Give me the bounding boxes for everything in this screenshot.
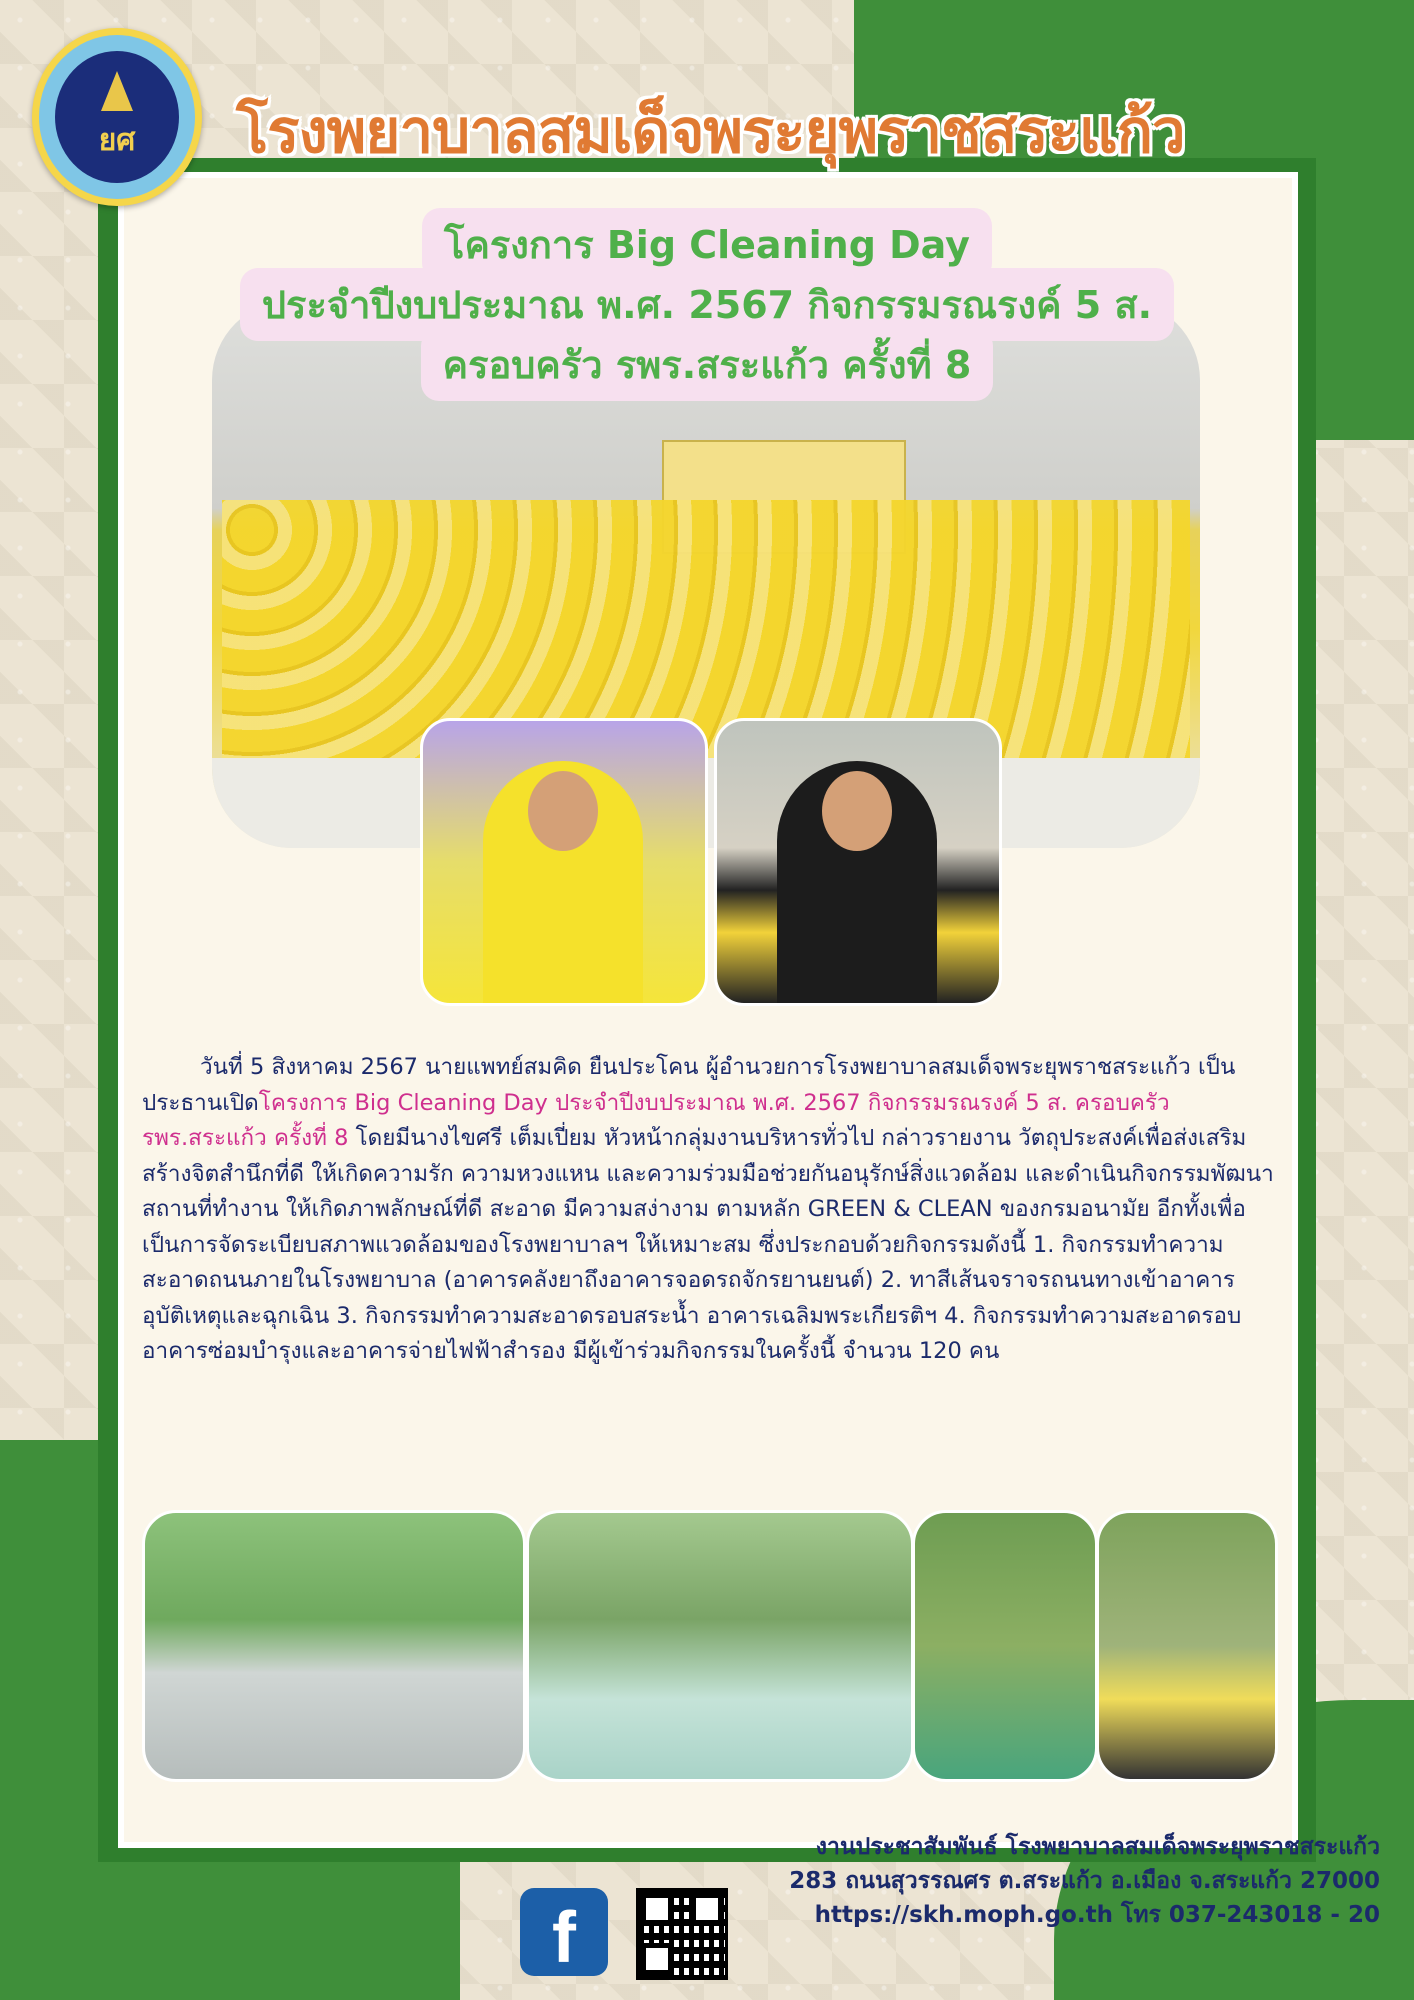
photo-sweeping: [526, 1510, 914, 1782]
qr-code-icon[interactable]: [636, 1888, 728, 1980]
photo-garbage-collection: [1096, 1510, 1278, 1782]
headline-line-1: โครงการ Big Cleaning Day: [0, 208, 1414, 281]
footer-department: งานประชาสัมพันธ์ โรงพยาบาลสมเด็จพระยุพราชสระแก้ว: [815, 1834, 1380, 1860]
photo-director-speech: [420, 718, 708, 1006]
photo-road-cleaning: [142, 1510, 526, 1782]
crown-icon: [101, 71, 133, 111]
body-intro: วันที่ 5 สิงหาคม 2567 นายแพทย์สมคิด ยืนประโคน ผู้อำนวยการโรงพยาบาลสมเด็จพระยุพราชสระแก้ว เป็นประธานเปิด: [142, 1054, 1236, 1116]
headline-line-2: ประจำปีงบประมาณ พ.ศ. 2567 กิจกรรมรณรงค์ 5 ส.: [0, 268, 1414, 341]
crowd: [222, 500, 1190, 760]
body-rest: โดยมีนางไขศรี เต็มเปี่ยม หัวหน้ากลุ่มงานบริหารทั่วไป กล่าวรายงาน วัตถุประสงค์เพื่อส่งเสริมสร้างจิตสำนึกที่ดี ให้เกิดความรัก ความหวงแหน และความร่วมมือช่วยกันอนุรักษ์สิ่งแวดล้อม และดำเนินกิจกรรมพัฒนาสถานที่ทำงาน ให้เกิดภาพลักษณ์ที่ดี สะอาด มีความสง่างาม ตามหลัก GREEN & CLEAN ของกรมอนามัย อีกทั้งเพื่อเป็นการจัดระเบียบสภาพแวดล้อมของโรงพยาบาลฯ ให้เหมาะสม ซึ่งประกอบด้วยกิจกรรมดังนี้ 1. กิจกรรมทำความสะอาดถนนภายในโรงพยาบาล (อาคารคลังยาถึงอาคารจอดรถจักรยานยนต์) 2. ทาสีเส้นจราจรถนนทางเข้าอาคารอุบัติเหตุและฉุกเฉิน 3. กิจกรรมทำความสะอาดรอบสระน้ำ อาคารเฉลิมพระเกียรติฯ 4. กิจกรรมทำความสะอาดรอบอาคารซ่อมบำรุงและอาคารจ่ายไฟฟ้าสำรอง มีผู้เข้าร่วมกิจกรรมในครั้งนี้ จำนวน 120 คน: [142, 1125, 1274, 1364]
hospital-logo: [32, 28, 202, 206]
photo-garden: [912, 1510, 1098, 1782]
facebook-icon[interactable]: f: [520, 1888, 608, 1976]
footer-website-phone[interactable]: https://skh.moph.go.th โทร 037-243018 - 20: [814, 1902, 1380, 1928]
footer-address: 283 ถนนสุวรรณศร ต.สระแก้ว อ.เมือง จ.สระแก้ว 27000: [789, 1868, 1380, 1894]
footer-contact: [740, 1830, 1380, 1932]
headline-line-3: ครอบครัว รพร.สระแก้ว ครั้งที่ 8: [0, 328, 1414, 401]
photo-report-speech: [714, 718, 1002, 1006]
body-highlight: โครงการ Big Cleaning Day ประจำปีงบประมาณ พ.ศ. 2567 กิจกรรมรณรงค์ 5 ส. ครอบครัว รพร.สระแก้ว ครั้งที่ 8: [142, 1089, 1170, 1151]
hospital-name: โรงพยาบาลสมเด็จพระยุพราชสระแก้ว: [236, 97, 1185, 167]
logo-monogram: ยศ: [98, 122, 136, 158]
article-body: [142, 1050, 1274, 1370]
